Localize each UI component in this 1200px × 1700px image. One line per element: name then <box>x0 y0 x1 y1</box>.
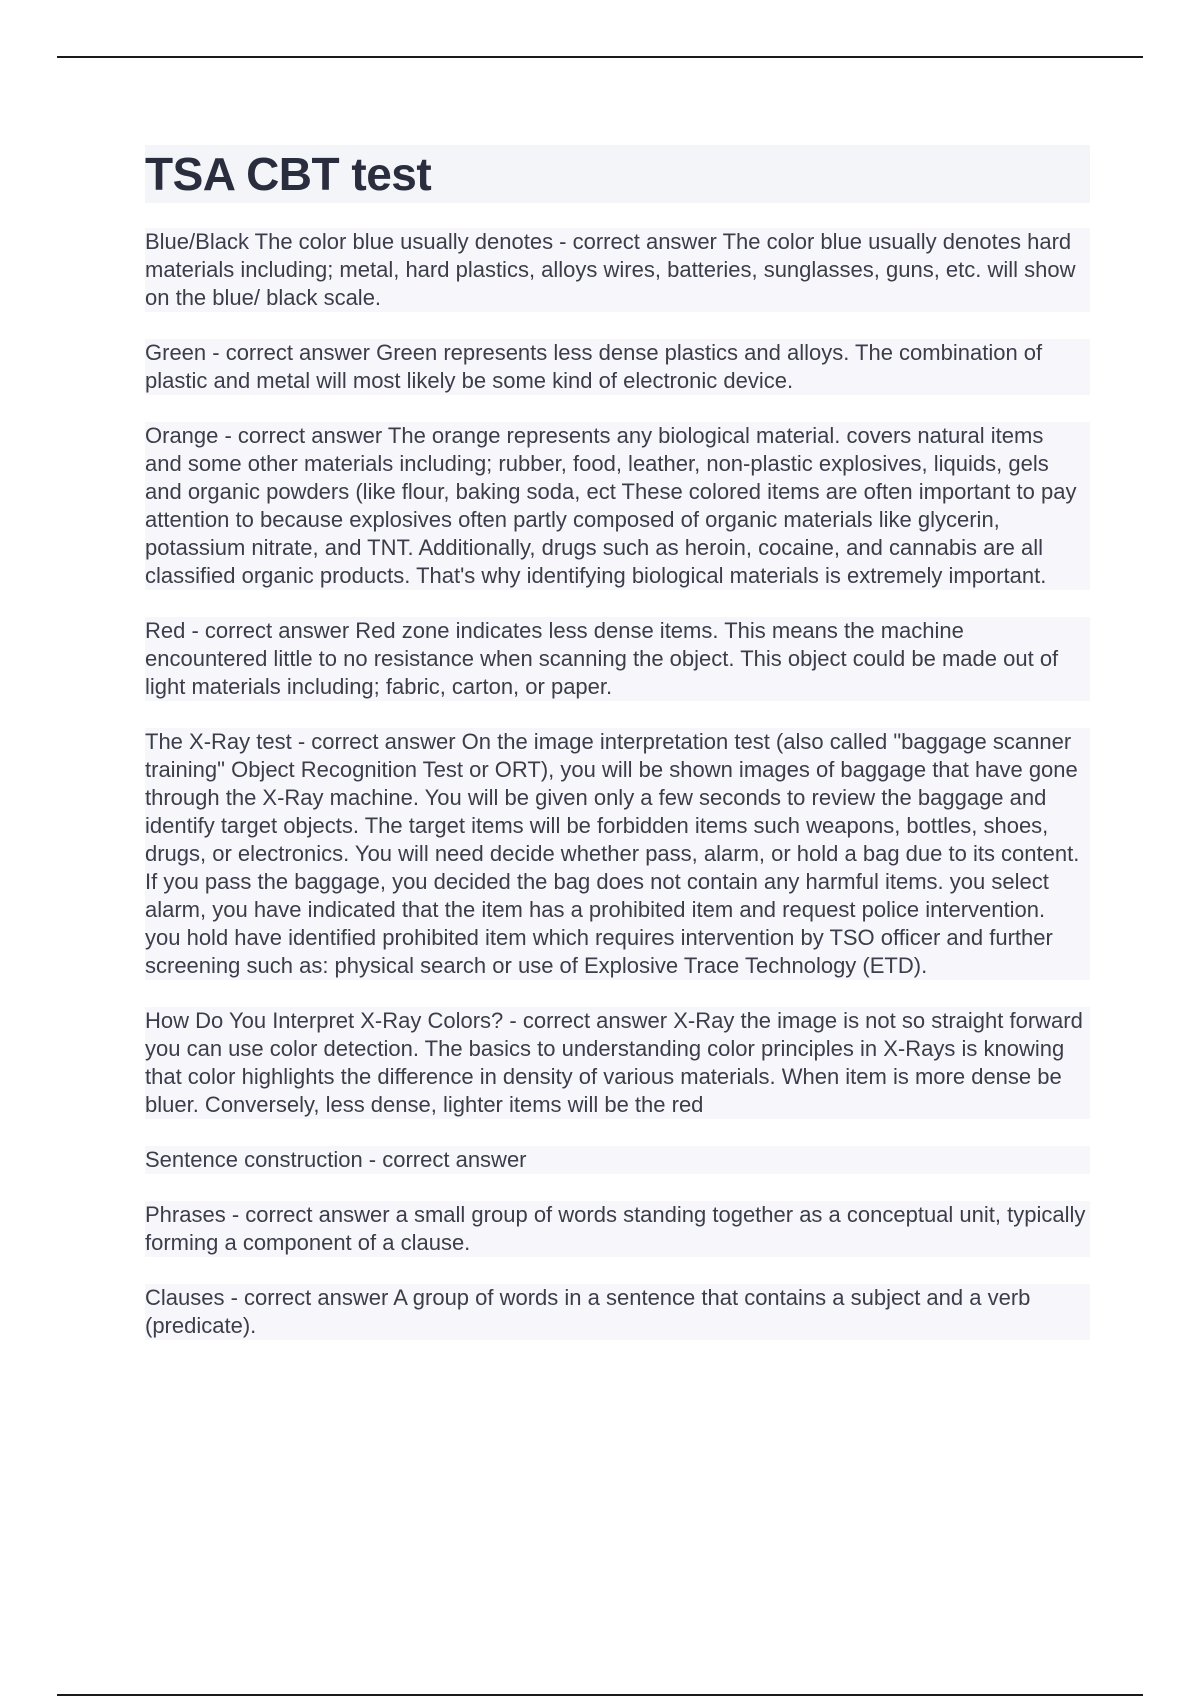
title-band <box>145 145 1090 203</box>
document-page <box>145 145 1090 1367</box>
top-rule <box>57 56 1143 58</box>
bottom-rule <box>57 1694 1143 1696</box>
entry-phrases: Phrases - correct answer a small group of words standing together as a conceptual unit, typically forming a component of a clause. <box>145 1201 1090 1257</box>
entry-red: Red - correct answer Red zone indicates less dense items. This means the machine encountered little to no resistance when scanning the object. This object could be made out of light materials including; fabric, carton, or paper. <box>145 617 1090 701</box>
entry-xray-test: The X-Ray test - correct answer On the image interpretation test (also called "baggage scanner training" Object Recognition Test or ORT), you will be shown images of baggage that have gone through the X-Ray machine. You will be given only a few seconds to review the baggage and identify target objects. The target items will be forbidden items such weapons, bottles, shoes, drugs, or electronics. You will need decide whether pass, alarm, or hold a bag due to its content. If you pass the baggage, you decided the bag does not contain any harmful items. you select alarm, you have indicated that the item has a prohibited item and request police intervention. you hold have identified prohibited item which requires intervention by TSO officer and further screening such as: physical search or use of Explosive Trace Technology (ETD). <box>145 728 1090 980</box>
entry-blue-black: Blue/Black The color blue usually denotes - correct answer The color blue usually denotes hard materials including; metal, hard plastics, alloys wires, batteries, sunglasses, guns, etc. will show on the blue/ black scale. <box>145 228 1090 312</box>
document-title: TSA CBT test <box>145 148 432 200</box>
entry-clauses: Clauses - correct answer A group of words in a sentence that contains a subject and a verb (predicate). <box>145 1284 1090 1340</box>
entry-orange: Orange - correct answer The orange represents any biological material. covers natural items and some other materials including; rubber, food, leather, non-plastic explosives, liquids, gels and organic powders (like flour, baking soda, ect These colored items are often important to pay attention to because explosives often partly composed of organic materials like glycerin, potassium nitrate, and TNT. Additionally, drugs such as heroin, cocaine, and cannabis are all classified organic products. That's why identifying biological materials is extremely important. <box>145 422 1090 590</box>
entry-green: Green - correct answer Green represents less dense plastics and alloys. The combination of plastic and metal will most likely be some kind of electronic device. <box>145 339 1090 395</box>
entry-sentence-construction: Sentence construction - correct answer <box>145 1146 1090 1174</box>
entry-interpret-colors: How Do You Interpret X-Ray Colors? - correct answer X-Ray the image is not so straight forward you can use color detection. The basics to understanding color principles in X-Rays is knowing that color highlights the difference in density of various materials. When item is more dense be bluer. Conversely, less dense, lighter items will be the red <box>145 1007 1090 1119</box>
